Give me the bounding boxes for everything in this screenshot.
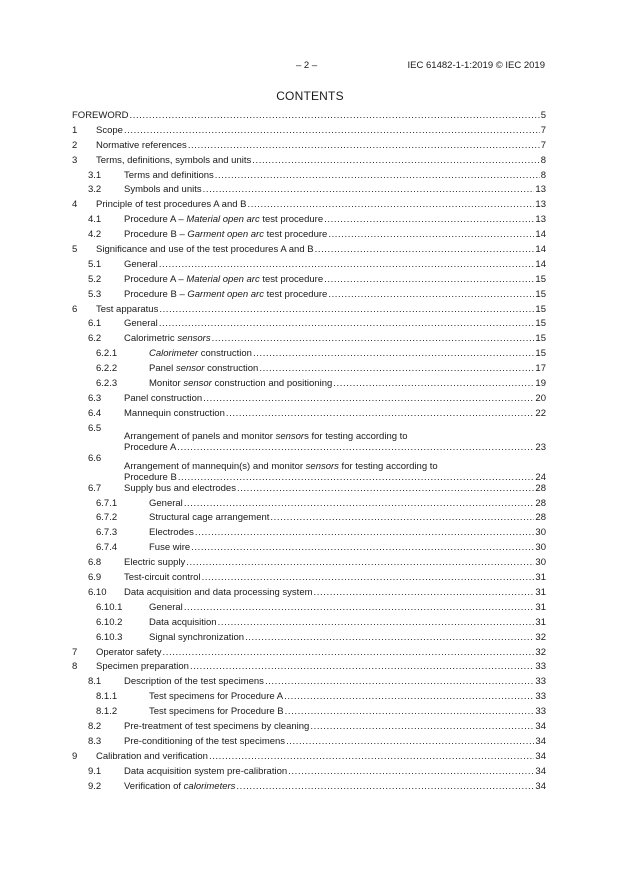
toc-entry-leader-dots — [177, 442, 534, 453]
toc-entry-label: Structural cage arrangement — [149, 512, 270, 524]
toc-entry-leader-dots — [184, 602, 535, 613]
toc-entry-leader-dots — [324, 274, 534, 285]
toc-entry-number: 6.7.2 — [96, 512, 118, 524]
toc-entry[interactable] — [72, 333, 546, 348]
toc-entry[interactable] — [72, 676, 546, 691]
toc-entry[interactable] — [72, 140, 546, 155]
toc-entry-label: Procedure A – Material open arc test procedure — [124, 273, 324, 285]
toc-entry-leader-dots — [178, 472, 535, 483]
toc-entry[interactable] — [72, 274, 546, 289]
toc-entry-page-number: 33 — [535, 691, 546, 703]
toc-entry-leader-dots — [186, 557, 534, 568]
toc-entry-page-number: 33 — [535, 676, 546, 688]
toc-entry-page-number: 13 — [535, 184, 546, 196]
toc-entry-leader-dots — [259, 363, 534, 374]
toc-entry-number: 5 — [72, 244, 78, 256]
toc-entry-page-number: 20 — [535, 392, 546, 404]
toc-entry-leader-dots — [190, 661, 534, 672]
toc-entry-label: Verification of calorimeters — [124, 780, 236, 792]
toc-entry-page-number: 17 — [535, 363, 546, 375]
toc-entry-page-number: 7 — [540, 124, 546, 136]
toc-entry-number: 6.4 — [88, 407, 102, 419]
toc-entry[interactable] — [72, 155, 546, 170]
toc-entry-number: 8.3 — [88, 735, 102, 747]
toc-entry-leader-dots — [191, 542, 534, 553]
toc-entry[interactable] — [72, 199, 546, 214]
toc-entry[interactable] — [72, 781, 546, 796]
toc-entry-label: General — [124, 318, 158, 330]
toc-entry-page-number: 19 — [535, 378, 546, 390]
toc-entry[interactable] — [72, 348, 546, 363]
toc-entry[interactable] — [72, 259, 546, 274]
toc-entry-number: 7 — [72, 646, 78, 658]
toc-entry-label: Normative references — [96, 139, 187, 151]
toc-entry-leader-dots — [215, 170, 540, 181]
toc-entry-label: Description of the test specimens — [124, 676, 264, 688]
toc-entry[interactable] — [72, 766, 546, 781]
toc-entry[interactable] — [72, 363, 546, 378]
toc-entry-number: 3 — [72, 154, 78, 166]
toc-entry[interactable] — [72, 318, 546, 333]
toc-entry[interactable] — [72, 125, 546, 140]
toc-entry-leader-dots — [285, 706, 535, 717]
toc-entry-number: 6.10.2 — [96, 616, 123, 628]
toc-entry[interactable] — [72, 453, 546, 483]
toc-entry-leader-dots — [159, 259, 535, 270]
toc-entry-page-number: 7 — [540, 139, 546, 151]
toc-entry-leader-dots — [159, 318, 535, 329]
toc-entry[interactable] — [72, 184, 546, 199]
toc-entry-leader-dots — [129, 110, 539, 121]
toc-entry-label: Terms, definitions, symbols and units — [96, 154, 252, 166]
toc-entry-page-number: 33 — [535, 661, 546, 673]
toc-entry-number: 3.1 — [88, 169, 102, 181]
toc-entry[interactable] — [72, 587, 546, 602]
toc-entry-number: 6.7.4 — [96, 542, 118, 554]
toc-entry[interactable] — [72, 691, 546, 706]
toc-entry-number: 6.7 — [88, 482, 102, 494]
toc-entry-label: Data acquisition — [149, 616, 217, 628]
toc-entry-label: Symbols and units — [124, 184, 202, 196]
toc-entry-leader-dots — [203, 393, 534, 404]
toc-entry[interactable] — [72, 498, 546, 513]
toc-entry-label: General — [124, 258, 158, 270]
toc-entry-leader-dots — [270, 512, 534, 523]
toc-entry-page-number: 14 — [535, 258, 546, 270]
toc-entry-label: Electrodes — [149, 527, 194, 539]
toc-entry-leader-dots — [195, 527, 535, 538]
toc-entry-leader-dots — [286, 736, 534, 747]
toc-entry-leader-dots — [236, 781, 534, 792]
toc-entry[interactable] — [72, 378, 546, 393]
toc-entry[interactable] — [72, 110, 546, 125]
toc-entry-leader-dots — [237, 483, 534, 494]
toc-entry[interactable] — [72, 661, 546, 676]
toc-entry[interactable] — [72, 542, 546, 557]
toc-entry-label: Signal synchronization — [149, 631, 245, 643]
toc-entry-page-number: 15 — [535, 348, 546, 360]
toc-entry-label: Principle of test procedures A and B — [96, 199, 247, 211]
toc-entry-label: Arrangement of panels and monitor sensors for testing according to — [124, 430, 408, 442]
toc-entry[interactable] — [72, 572, 546, 587]
toc-entry[interactable] — [72, 647, 546, 662]
toc-entry-number: 6.2 — [88, 333, 102, 345]
toc-entry-page-number: 34 — [535, 780, 546, 792]
toc-entry-label: Panel construction — [124, 392, 203, 404]
toc-entry-label: Procedure A – Material open arc test procedure — [124, 214, 324, 226]
toc-entry-page-number: 23 — [535, 441, 546, 453]
toc-entry-leader-dots — [265, 676, 534, 687]
toc-entry-leader-dots — [253, 348, 534, 359]
toc-entry-page-number: 30 — [535, 542, 546, 554]
toc-entry-page-number: 31 — [535, 616, 546, 628]
toc-entry-label: General — [149, 601, 183, 613]
toc-entry-number: 6.5 — [88, 422, 102, 434]
toc-entry-page-number: 8 — [540, 154, 546, 166]
toc-entry-number: 2 — [72, 139, 78, 151]
toc-entry-leader-dots — [188, 140, 540, 151]
toc-entry[interactable] — [72, 721, 546, 736]
toc-entry[interactable] — [72, 304, 546, 319]
toc-entry-number: 3.2 — [88, 184, 102, 196]
page-header-number: – 2 – — [296, 60, 318, 71]
toc-entry[interactable] — [72, 393, 546, 408]
toc-entry-number: 6.3 — [88, 392, 102, 404]
toc-entry-label: Operator safety — [96, 646, 162, 658]
toc-entry-label: Panel sensor construction — [149, 363, 259, 375]
toc-entry-number: 4 — [72, 199, 78, 211]
toc-entry-leader-dots — [310, 721, 534, 732]
toc-entry-page-number: 15 — [535, 288, 546, 300]
toc-entry[interactable] — [72, 483, 546, 498]
toc-entry[interactable] — [72, 706, 546, 721]
toc-entry-label: Calorimetric sensors — [124, 333, 211, 345]
toc-entry-leader-dots — [124, 125, 540, 136]
page-header-document-id: IEC 61482-1-1:2019 © IEC 2019 — [407, 60, 545, 71]
toc-entry-leader-dots — [218, 617, 535, 628]
toc-entry-number: 6.9 — [88, 572, 102, 584]
toc-entry-page-number: 34 — [535, 765, 546, 777]
toc-entry-page-number: 31 — [535, 572, 546, 584]
toc-entry-number: 1 — [72, 124, 78, 136]
toc-entry-leader-dots — [324, 214, 534, 225]
page-title: CONTENTS — [276, 89, 344, 103]
toc-entry-leader-dots — [209, 751, 534, 762]
toc-entry-page-number: 34 — [535, 750, 546, 762]
toc-entry-leader-dots — [284, 691, 534, 702]
toc-entry-page-number: 13 — [535, 214, 546, 226]
toc-entry-leader-dots — [314, 587, 535, 598]
toc-entry-number: 6.10.1 — [96, 601, 123, 613]
toc-entry-label: Arrangement of mannequin(s) and monitor sensors for testing according to — [124, 460, 438, 472]
toc-entry-page-number: 28 — [535, 497, 546, 509]
toc-entry-page-number: 28 — [535, 512, 546, 524]
toc-entry-label: Data acquisition system pre-calibration — [124, 765, 288, 777]
toc-entry-number: 6.10 — [88, 586, 107, 598]
toc-entry-page-number: 34 — [535, 735, 546, 747]
toc-entry-number: 4.2 — [88, 229, 102, 241]
toc-entry-label: Calibration and verification — [96, 750, 208, 762]
toc-entry-number: 6.7.1 — [96, 497, 118, 509]
toc-entry-number: 5.1 — [88, 258, 102, 270]
toc-entry-number: 6.8 — [88, 557, 102, 569]
toc-entry[interactable] — [72, 557, 546, 572]
toc-entry-label: Terms and definitions — [124, 169, 214, 181]
toc-entry-label: Procedure B – Garment open arc test procedure — [124, 229, 328, 241]
toc-entry-page-number: 30 — [535, 557, 546, 569]
toc-entry-number: 6.10.3 — [96, 631, 123, 643]
toc-entry-label: Specimen preparation — [96, 661, 189, 673]
toc-entry-leader-dots — [184, 498, 535, 509]
toc-entry[interactable] — [72, 229, 546, 244]
toc-entry-page-number: 15 — [535, 303, 546, 315]
toc-entry-leader-dots — [248, 199, 535, 210]
toc-entry-number: 8 — [72, 661, 78, 673]
toc-entry-label: Procedure B – Garment open arc test procedure — [124, 288, 328, 300]
toc-entry-page-number: 15 — [535, 318, 546, 330]
toc-entry-page-number: 8 — [540, 169, 546, 181]
toc-entry-label-continued: Procedure A — [124, 441, 177, 453]
toc-entry-leader-dots — [328, 229, 534, 240]
toc-entry[interactable] — [72, 617, 546, 632]
toc-entry[interactable] — [72, 289, 546, 304]
toc-entry-number: 4.1 — [88, 214, 102, 226]
toc-entry-number: 6 — [72, 303, 78, 315]
toc-entry-leader-dots — [252, 155, 539, 166]
toc-entry-label: Supply bus and electrodes — [124, 482, 236, 494]
toc-entry-label: Electric supply — [124, 557, 186, 569]
toc-entry-number: 8.1 — [88, 676, 102, 688]
toc-entry-number: 9.1 — [88, 765, 102, 777]
toc-entry-label-continued: Procedure B — [124, 471, 177, 483]
toc-entry-label: Test apparatus — [96, 303, 159, 315]
toc-entry-page-number: 33 — [535, 706, 546, 718]
toc-entry-leader-dots — [162, 647, 534, 658]
toc-entry[interactable] — [72, 527, 546, 542]
toc-entry-page-number: 32 — [535, 646, 546, 658]
toc-entry-number: 5.2 — [88, 273, 102, 285]
toc-entry-page-number: 31 — [535, 586, 546, 598]
toc-entry-number: 8.2 — [88, 720, 102, 732]
toc-entry[interactable] — [72, 244, 546, 259]
toc-entry-page-number: 30 — [535, 527, 546, 539]
toc-entry-number: 5.3 — [88, 288, 102, 300]
toc-entry-label: Data acquisition and data processing system — [124, 586, 313, 598]
toc-entry[interactable] — [72, 602, 546, 617]
toc-entry-page-number: 24 — [535, 471, 546, 483]
toc-entry-page-number: 31 — [535, 601, 546, 613]
toc-entry-label: Test specimens for Procedure B — [149, 706, 284, 718]
toc-entry[interactable] — [72, 512, 546, 527]
toc-entry-page-number: 13 — [535, 199, 546, 211]
toc-entry-leader-dots — [212, 333, 535, 344]
toc-entry-label: FOREWORD — [72, 110, 129, 121]
toc-entry-label: Monitor sensor construction and positioning — [149, 378, 333, 390]
toc-entry-page-number: 15 — [535, 273, 546, 285]
toc-entry-page-number: 14 — [535, 229, 546, 241]
toc-entry-page-number: 15 — [535, 333, 546, 345]
toc-entry-label: Test specimens for Procedure A — [149, 691, 284, 703]
toc-entry-label: General — [149, 497, 183, 509]
toc-entry-number: 8.1.1 — [96, 691, 118, 703]
table-of-contents — [72, 110, 546, 795]
toc-entry-leader-dots — [315, 244, 535, 255]
toc-entry-page-number: 32 — [535, 631, 546, 643]
toc-entry-label: Calorimeter construction — [149, 348, 252, 360]
toc-entry-leader-dots — [203, 184, 535, 195]
toc-entry-page-number: 5 — [540, 110, 546, 121]
toc-entry-number: 6.2.3 — [96, 378, 118, 390]
toc-entry-leader-dots — [202, 572, 535, 583]
toc-entry-number: 6.1 — [88, 318, 102, 330]
toc-entry-leader-dots — [288, 766, 534, 777]
toc-entry-page-number: 34 — [535, 720, 546, 732]
toc-entry-leader-dots — [245, 632, 534, 643]
toc-entry-page-number: 28 — [535, 482, 546, 494]
toc-entry-number: 6.2.1 — [96, 348, 118, 360]
toc-entry-page-number: 14 — [535, 244, 546, 256]
toc-entry-label: Significance and use of the test procedures A and B — [96, 244, 314, 256]
toc-entry-label: Pre-conditioning of the test specimens — [124, 735, 286, 747]
toc-entry[interactable] — [72, 736, 546, 751]
toc-entry-number: 6.7.3 — [96, 527, 118, 539]
toc-entry-label: Pre-treatment of test specimens by cleaning — [124, 720, 310, 732]
toc-entry[interactable] — [72, 632, 546, 647]
toc-entry-leader-dots — [226, 408, 535, 419]
toc-entry[interactable] — [72, 214, 546, 229]
toc-entry-label: Fuse wire — [149, 542, 191, 554]
toc-entry[interactable] — [72, 170, 546, 185]
toc-entry-leader-dots — [333, 378, 534, 389]
toc-entry[interactable] — [72, 408, 546, 423]
toc-entry[interactable] — [72, 751, 546, 766]
toc-entry[interactable] — [72, 423, 546, 453]
toc-entry-leader-dots — [328, 289, 534, 300]
toc-entry-label: Test-circuit control — [124, 572, 201, 584]
toc-entry-number: 9.2 — [88, 780, 102, 792]
toc-entry-page-number: 22 — [535, 407, 546, 419]
toc-entry-number: 9 — [72, 750, 78, 762]
toc-entry-number: 6.2.2 — [96, 363, 118, 375]
toc-entry-leader-dots — [159, 304, 534, 315]
toc-entry-label: Mannequin construction — [124, 407, 225, 419]
toc-entry-number: 8.1.2 — [96, 706, 118, 718]
toc-entry-label: Scope — [96, 124, 123, 136]
toc-entry-number: 6.6 — [88, 452, 102, 464]
